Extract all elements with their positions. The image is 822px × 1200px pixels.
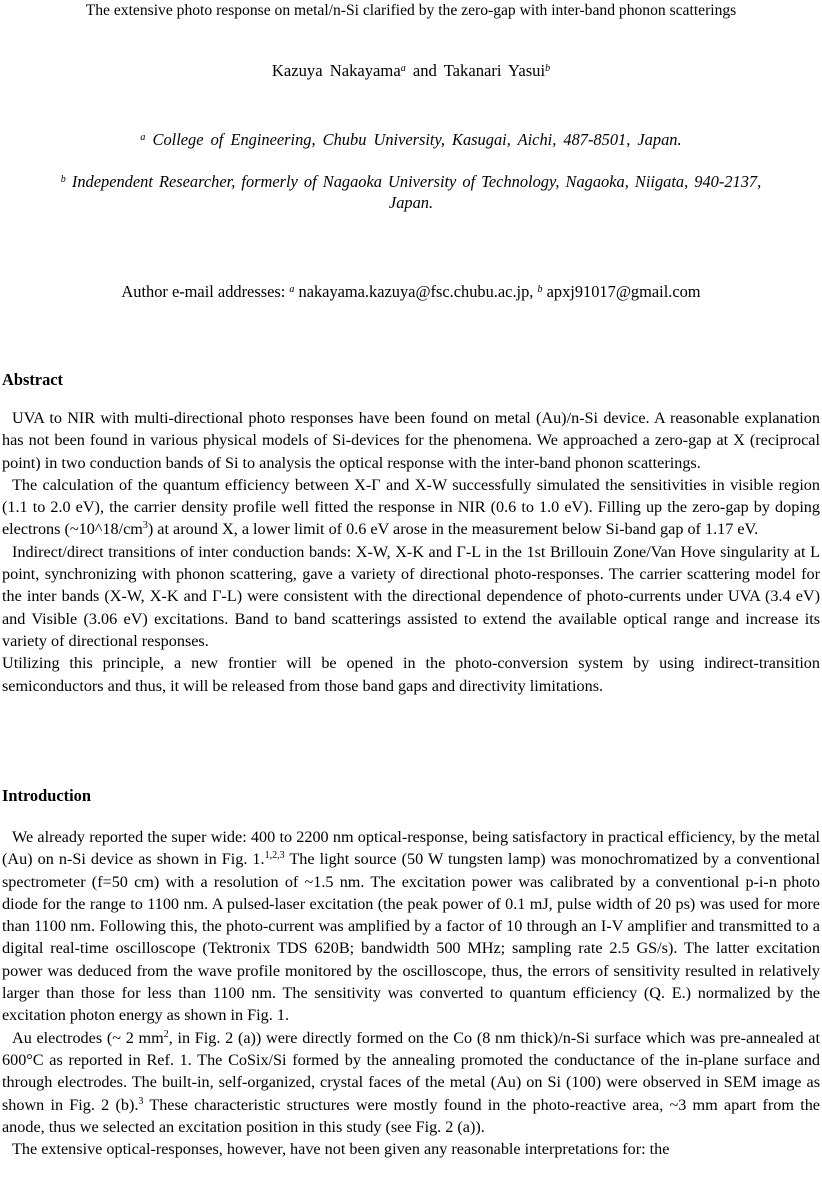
- abstract-paragraph: Utilizing this principle, a new frontier will be opened in the photo-conversion system by using indirect-transition semiconductors and thus, it will be released from those band gaps and directivity limitations.: [2, 654, 820, 695]
- affiliation-text: College of Engineering, Chubu University, Kasugai, Aichi, 487-8501, Japan.: [152, 130, 682, 149]
- intro-paragraph: [2, 826, 820, 1027]
- introduction-body: [2, 826, 820, 1160]
- author-mark: a: [400, 63, 406, 74]
- author-emails: [0, 282, 822, 302]
- abstract-paragraph: UVA to NIR with multi-directional photo responses have been found on metal (Au)/n-Si device. A reasonable explanation has not been found in various physical models of Si-devices for the phenomena. We approached a zero-gap at X (reciprocal point) in two conduction bands of Si to analysis the optical response with the inter-band phonon scatterings.: [2, 409, 820, 472]
- abstract-text: ) at around X, a lower limit of 0.6 eV arose in the measurement below Si-band gap of 1.17 eV.: [147, 520, 759, 539]
- affiliation-b: [0, 171, 822, 213]
- intro-text: We already reported the super wide: 400 to 2200 nm optical-response, being satisfactory in practical efficiency, by the metal (Au) on n-Si device as shown in Fig. 1.: [2, 828, 820, 869]
- introduction-heading: Introduction: [2, 786, 91, 805]
- email-mark: a: [289, 284, 295, 295]
- affiliation-mark: a: [140, 132, 146, 143]
- affiliation-a: [0, 129, 822, 150]
- email-address-a[interactable]: nakayama.kazuya@fsc.chubu.ac.jp,: [298, 282, 534, 301]
- author-mark: b: [545, 63, 551, 74]
- email-address-b[interactable]: apxj91017@gmail.com: [546, 282, 701, 301]
- reference-marker: 3: [138, 1095, 144, 1107]
- superscript: 2: [163, 1028, 169, 1040]
- intro-text: , in Fig. 2 (a)) were directly formed on the Co (8 nm thick)/n-Si surface which was pre-annealed at 600°C as reported in Ref. 1. The CoSix/Si formed by the annealing promoted the conductance of the in-plane surface and through electrodes. The built-in, self-organized, crystal faces of the metal (Au) on Si (100) were observed in SEM image as shown in Fig. 2 (b).: [2, 1028, 820, 1114]
- email-prefix: Author e-mail addresses:: [121, 282, 286, 301]
- author-line: [0, 61, 822, 81]
- author-name: Kazuya Nakayama: [271, 61, 401, 80]
- intro-paragraph: [2, 1027, 820, 1138]
- author-name: Takanari Yasui: [443, 61, 546, 80]
- abstract-paragraph: [2, 474, 820, 541]
- abstract-body: [2, 407, 820, 697]
- reference-marker: 1,2,3: [264, 850, 285, 862]
- abstract-heading: Abstract: [2, 370, 63, 389]
- intro-text: Au electrodes (~ 2 mm: [12, 1028, 164, 1047]
- email-mark: b: [537, 284, 543, 295]
- paper-title: The extensive photo response on metal/n-Si clarified by the zero-gap with inter-band phonon scatterings: [85, 2, 737, 19]
- affiliation-text: Independent Researcher, formerly of Nagaoka University of Technology, Nagaoka, Niigata, 940-2137,: [71, 172, 762, 191]
- abstract-text: The calculation of the quantum efficiency between X-Γ and X-W successfully simulated the sensitivities in visible region (1.1 to 2.0 eV), the carrier density profile well fitted the response in NIR (0.6 to 1.0 eV). Filling up the zero-gap by doping electrons (~10^18/cm: [2, 475, 820, 539]
- intro-text: The light source (50 W tungsten lamp) was monochromatized by a conventional spectrometer (f=50 cm) with a resolution of ~1.5 nm. The excitation power was calibrated by a conventional p-i-n photo diode for the range to 1100 nm. A pulsed-laser excitation (the peak power of 0.1 mJ, pulse width of 20 ps) was used for more than 1100 nm. Following this, the photo-current was amplified by a factor of 10 through an I-V amplifier and transmitted to a digital real-time oscilloscope (Tektronix TDS 620B; bandwidth 500 MHz; sampling rate 2.5 GS/s). The latter excitation power was deduced from the wave profile monitored by the oscilloscope, thus, the errors of sensitivity resulted in relatively larger than those for less than 1100 nm. The sensitivity was converted to quantum efficiency (Q. E.) normalized by the excitation photon energy as shown in Fig. 1.: [2, 850, 820, 1025]
- superscript: 3: [142, 520, 148, 532]
- intro-text: These characteristic structures were mostly found in the photo-reactive area, ~3 mm apart from the anode, thus we selected an excitation position in this study (see Fig. 2 (a)).: [2, 1095, 820, 1136]
- author-connector: and: [412, 61, 437, 80]
- abstract-paragraph: Indirect/direct transitions of inter conduction bands: X-W, X-K and Γ-L in the 1st Brillouin Zone/Van Hove singularity at L point, synchronizing with phonon scattering, gave a variety of directional photo-responses. The carrier scattering model for the inter bands (X-W, X-K and Γ-L) were consistent with the directional dependence of photo-currents under UVA (3.4 eV) and Visible (3.06 eV) excitations. Band to band scatterings assisted to extend the available optical range and increase its variety of directional responses.: [2, 542, 820, 650]
- affiliation-mark: b: [60, 174, 66, 185]
- intro-paragraph: The extensive optical-responses, however, have not been given any reasonable interpretations for: the: [12, 1140, 670, 1159]
- affiliation-text-line2: Japan.: [388, 193, 434, 212]
